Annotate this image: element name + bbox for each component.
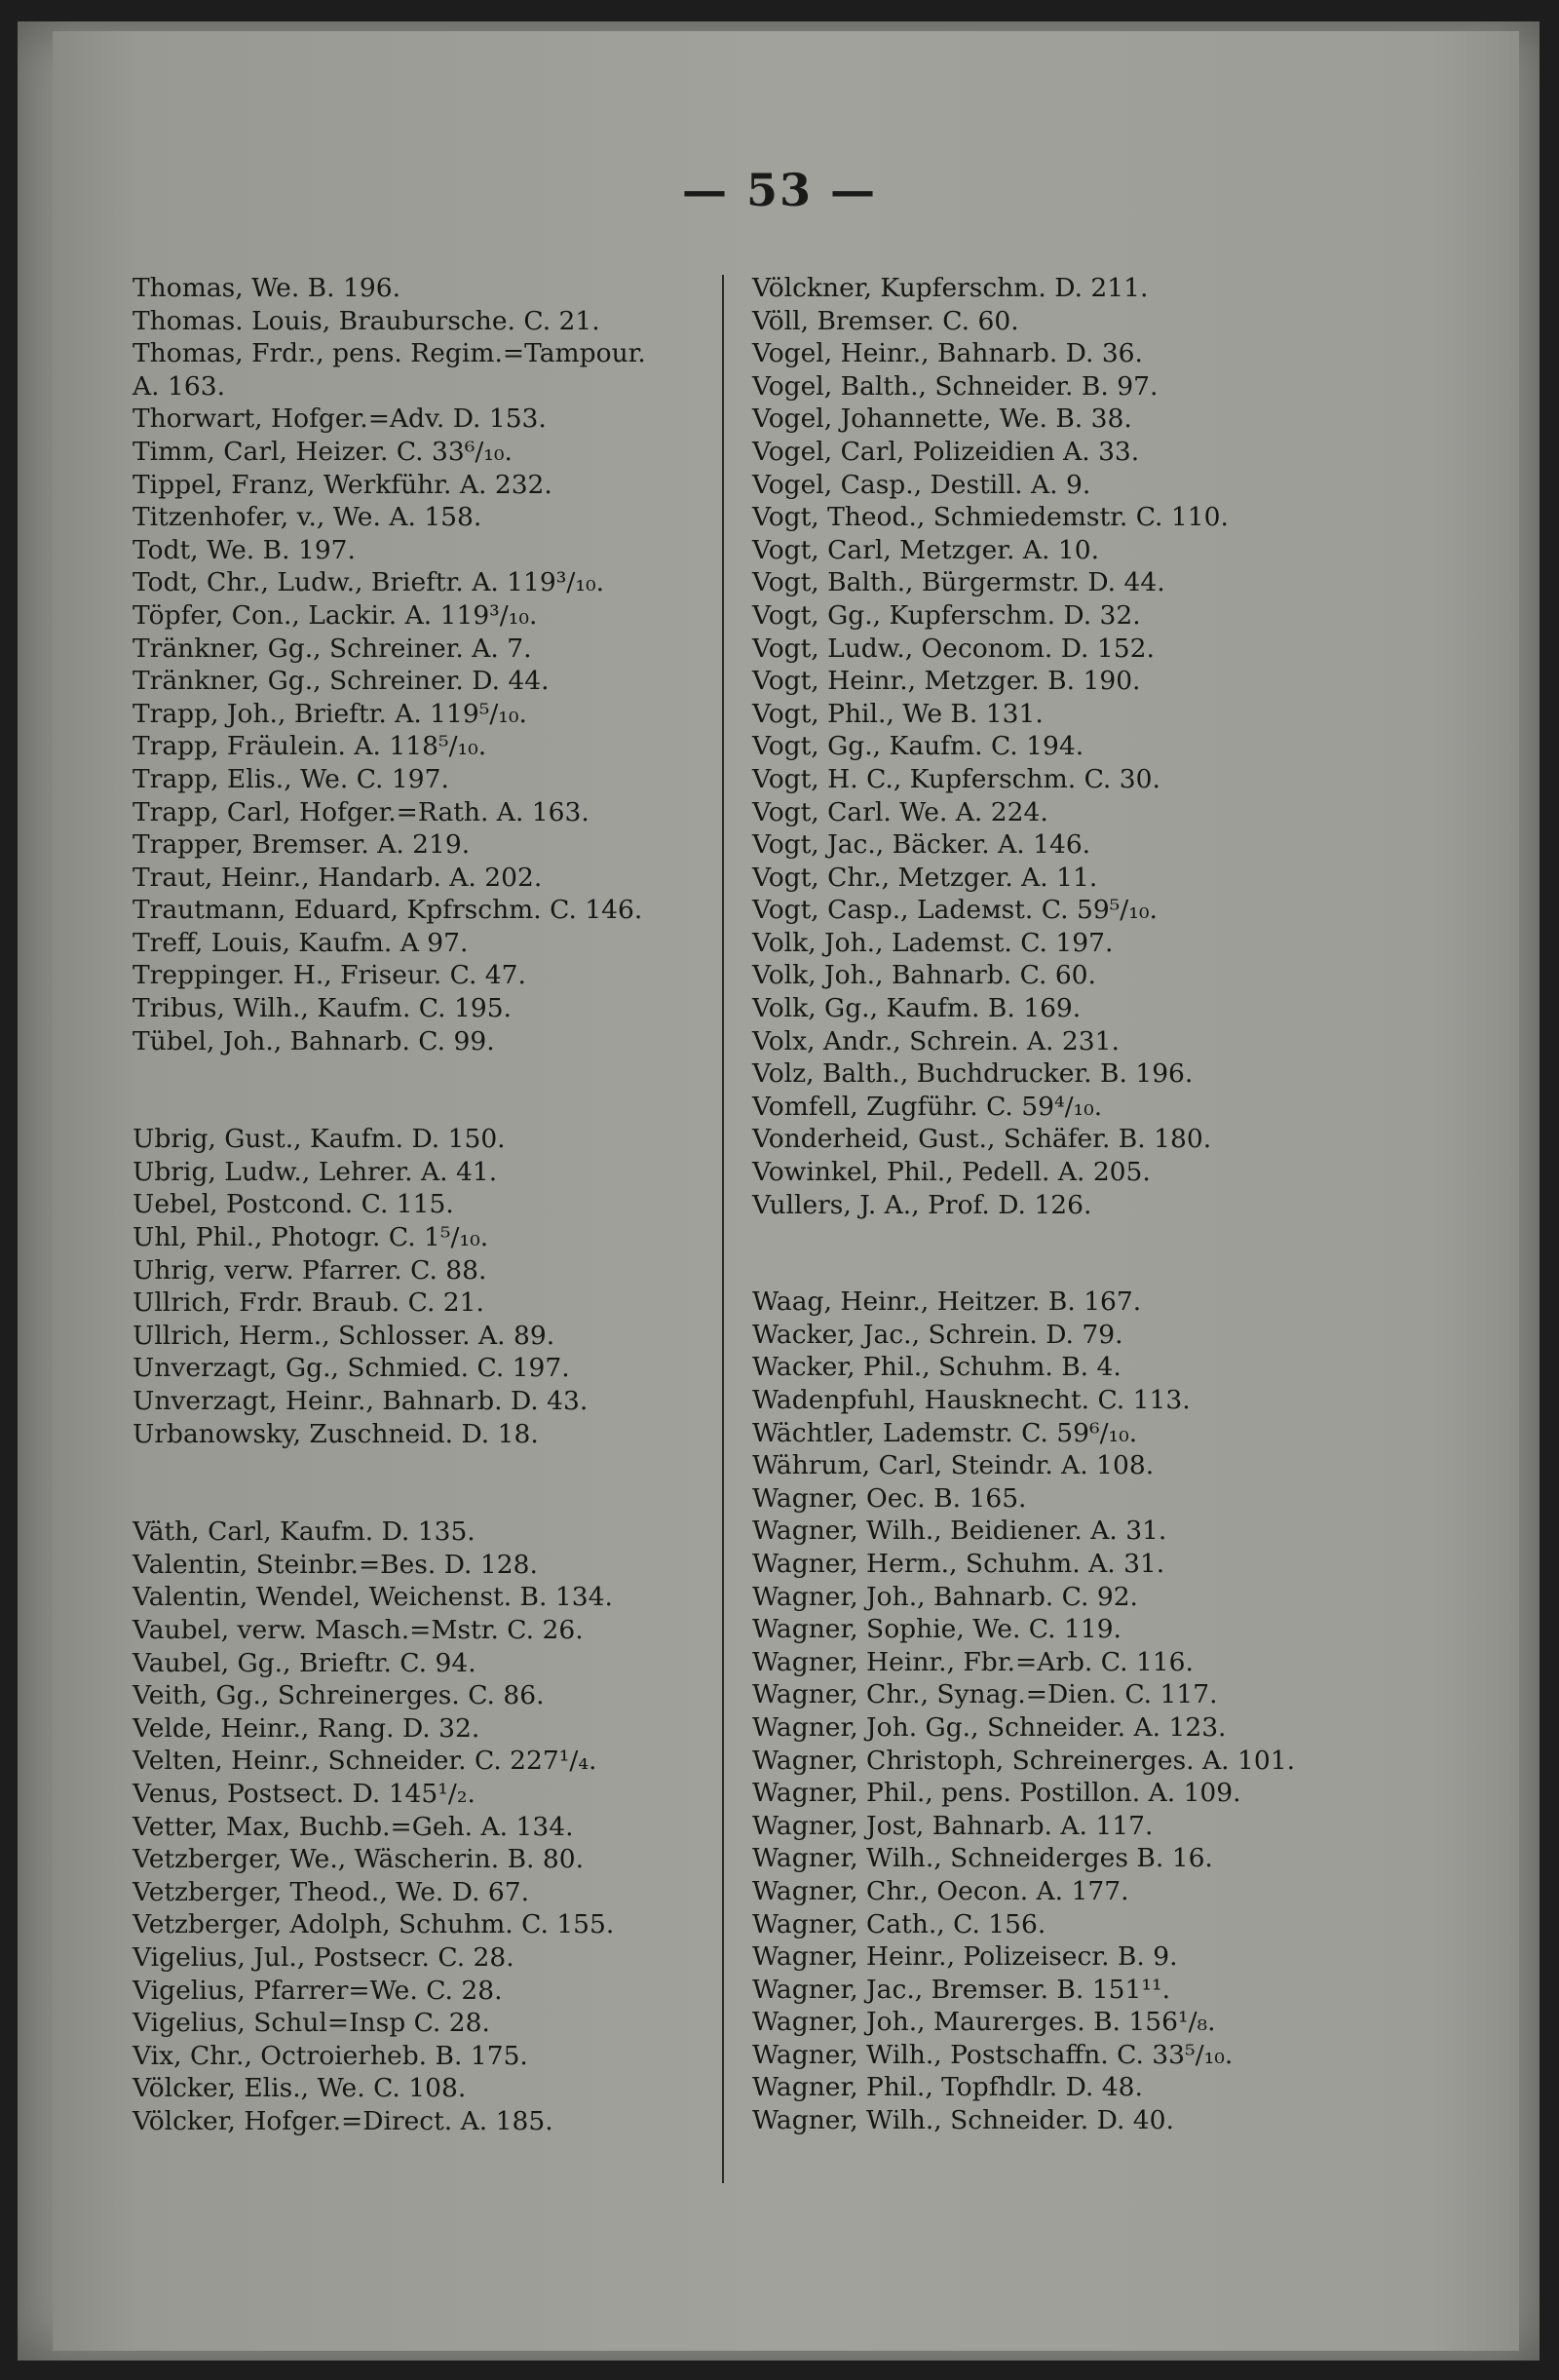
section-t [133,272,717,1057]
directory-entry: Vogt, Casp., Ladeмst. C. 59⁵/₁₀. [752,895,1158,926]
directory-entry: Völl, Bremser. C. 60. [752,305,1019,336]
directory-entry: Wagner, Christoph, Schreinerges. A. 101. [752,1745,1296,1776]
directory-entry: Timm, Carl, Heizer. C. 33⁶/₁₀. [133,436,513,467]
left-column [133,272,717,2137]
directory-entry: Vogel, Carl, Polizeidien A. 33. [752,436,1140,467]
directory-entry: Wagner, Heinr., Polizeisecr. B. 9. [752,1941,1178,1973]
directory-entry: Ubrig, Gust., Kaufm. D. 150. [133,1124,506,1155]
directory-entry: Velde, Heinr., Rang. D. 32. [133,1712,480,1744]
directory-entry: Trapper, Bremser. A. 219. [133,829,471,861]
directory-entry: Wacker, Phil., Schuhm. B. 4. [752,1352,1122,1383]
directory-entry: Trautmann, Eduard, Kpfrschm. C. 146. [133,895,643,926]
directory-entry: Uebel, Postcond. C. 115. [133,1189,454,1220]
directory-entry: Trapp, Joh., Brieftr. A. 119⁵/₁₀. [133,698,527,729]
directory-entry: Vogel, Johannette, We. B. 38. [752,403,1132,435]
directory-entry: Tränkner, Gg., Schreiner. A. 7. [133,633,532,664]
directory-entry: Währum, Carl, Steindr. A. 108. [752,1450,1155,1481]
directory-entry: Thomas, We. B. 196. [133,273,401,303]
directory-entry: Vogt, Carl. We. A. 224. [752,796,1048,827]
directory-entry: Thomas, Frdr., pens. Regim.=Tampour. [133,338,646,369]
directory-entry: Wagner, Joh., Bahnarb. C. 92. [752,1581,1138,1612]
directory-entry: Treppinger. H., Friseur. C. 47. [133,960,526,991]
directory-entry: Vix, Chr., Octroierheb. B. 175. [133,2040,528,2071]
directory-entry: Wagner, Joh. Gg., Schneider. A. 123. [752,1711,1227,1743]
directory-entry: Velten, Heinr., Schneider. C. 227¹/₄. [133,1746,597,1777]
directory-entry: Wächtler, Lademstr. C. 59⁶/₁₀. [752,1417,1138,1448]
directory-entry: Vogt, Heinr., Metzger. B. 190. [752,666,1141,697]
directory-entry: Volk, Gg., Kaufm. B. 169. [752,993,1082,1024]
directory-entry: Wagner, Oec. B. 165. [752,1482,1027,1514]
directory-entry: Trapp, Elis., We. C. 197. [133,763,449,794]
directory-entry: Vullers, J. A., Prof. D. 126. [752,1189,1092,1220]
directory-entry: Vogel, Heinr., Bahnarb. D. 36. [752,338,1143,369]
directory-entry: Urbanowsky, Zuschneid. D. 18. [133,1418,539,1449]
directory-entry: Vogt, Carl, Metzger. A. 10. [752,534,1099,565]
directory-entry: Thomas. Louis, Braubursche. C. 21. [133,305,600,336]
directory-entry: Venus, Postsect. D. 145¹/₂. [133,1778,475,1809]
directory-entry: Wagner, Joh., Maurerges. B. 156¹/₈. [752,2007,1216,2038]
directory-entry: Vigelius, Schul=Insp C. 28. [133,2008,490,2039]
directory-entry: Wagner, Jost, Bahnarb. A. 117. [752,1810,1154,1841]
section-u [133,1123,717,1450]
directory-entry: Trapp, Fräulein. A. 118⁵/₁₀. [133,731,487,762]
directory-entry: Völcker, Elis., We. C. 108. [133,2073,467,2104]
directory-entry: Wagner, Sophie, We. C. 119. [752,1614,1122,1645]
directory-entry: Vogt, Jac., Bäcker. A. 146. [752,829,1091,861]
section-gap [133,1450,717,1516]
directory-entry: Treff, Louis, Kaufm. A 97. [133,927,469,958]
directory-entry: Vogt, Gg., Kupferschm. D. 32. [752,599,1141,631]
section-gap [752,1221,1337,1286]
directory-entry: Vogel, Casp., Destill. A. 9. [752,469,1091,500]
directory-entry: Vowinkel, Phil., Pedell. A. 205. [752,1157,1151,1188]
directory-entry: Todt, Chr., Ludw., Brieftr. A. 119³/₁₀. [133,567,604,598]
directory-entry: Vogt, Theod., Schmiedemstr. C. 110. [752,502,1229,533]
directory-entry: Valentin, Steinbr.=Bes. D. 128. [133,1549,538,1580]
directory-entry: Vetzberger, Theod., We. D. 67. [133,1876,530,1907]
directory-entry: Ullrich, Herm., Schlosser. A. 89. [133,1320,555,1351]
directory-entry: Vomfell, Zugführ. C. 59⁴/₁₀. [752,1091,1103,1122]
directory-entry: Titzenhofer, v., We. A. 158. [133,502,482,533]
directory-entry: Traut, Heinr., Handarb. A. 202. [133,862,543,893]
directory-entry: A. 163. [133,370,225,402]
directory-entry: Volk, Joh., Bahnarb. C. 60. [752,960,1096,991]
directory-entry: Vogel, Balth., Schneider. B. 97. [752,370,1159,402]
directory-entry: Töpfer, Con., Lackir. A. 119³/₁₀. [133,599,538,631]
directory-entry: Vogt, H. C., Kupferschm. C. 30. [752,763,1160,794]
directory-entry: Unverzagt, Gg., Schmied. C. 197. [133,1353,570,1384]
directory-entry: Wagner, Chr., Synag.=Dien. C. 117. [752,1679,1218,1710]
directory-entry: Wagner, Wilh., Schneiderges B. 16. [752,1843,1213,1874]
directory-entry: Vigelius, Jul., Postsecr. C. 28. [133,1941,514,1973]
directory-entry: Wagner, Wilh., Beidiener. A. 31. [752,1516,1167,1547]
column-divider [722,275,724,2183]
directory-entry: Tränkner, Gg., Schreiner. D. 44. [133,666,550,697]
directory-entry: Wagner, Cath., C. 156. [752,1908,1046,1939]
directory-entry: Tippel, Franz, Werkführ. A. 232. [133,469,552,500]
section-w [752,1286,1337,2136]
directory-entry: Wadenpfuhl, Hausknecht. C. 113. [752,1385,1191,1415]
directory-entry: Vigelius, Pfarrer=We. C. 28. [133,1975,503,2006]
directory-entry: Vetzberger, Adolph, Schuhm. C. 155. [133,1909,615,1940]
directory-entry: Ubrig, Ludw., Lehrer. A. 41. [133,1156,498,1187]
section-v [133,1516,717,2137]
directory-entry: Wagner, Chr., Oecon. A. 177. [752,1875,1129,1906]
directory-entry: Valentin, Wendel, Weichenst. B. 134. [133,1582,613,1613]
directory-entry: Vetzberger, We., Wäscherin. B. 80. [133,1844,585,1875]
directory-entry: Ullrich, Frdr. Braub. C. 21. [133,1287,484,1319]
directory-entry: Vetter, Max, Buchb.=Geh. A. 134. [133,1811,574,1842]
directory-entry: Wacker, Jac., Schrein. D. 79. [752,1319,1123,1350]
directory-entry: Vogt, Balth., Bürgermstr. D. 44. [752,567,1165,598]
directory-entry: Völckner, Kupferschm. D. 211. [752,273,1149,303]
directory-entry: Vonderheid, Gust., Schäfer. B. 180. [752,1124,1212,1155]
directory-entry: Wagner, Phil., pens. Postillon. A. 109. [752,1778,1241,1809]
directory-entry: Vaubel, Gg., Brieftr. C. 94. [133,1647,476,1678]
directory-entry: Tübel, Joh., Bahnarb. C. 99. [133,1025,495,1056]
directory-entry: Wagner, Herm., Schuhm. A. 31. [752,1548,1165,1579]
directory-entry: Volk, Joh., Lademst. C. 197. [752,927,1114,958]
directory-entry: Vogt, Phil., We B. 131. [752,698,1044,729]
directory-entry: Unverzagt, Heinr., Bahnarb. D. 43. [133,1386,589,1416]
directory-entry: Thorwart, Hofger.=Adv. D. 153. [133,403,547,435]
page-number: — 53 — [681,164,878,216]
directory-entry: Uhrig, verw. Pfarrer. C. 88. [133,1254,487,1286]
section-v-cont [752,272,1337,1221]
directory-entry: Wagner, Heinr., Fbr.=Arb. C. 116. [752,1646,1194,1677]
directory-entry: Vogt, Chr., Metzger. A. 11. [752,862,1098,893]
directory-entry: Wagner, Jac., Bremser. B. 151¹¹. [752,1974,1170,2005]
directory-entry: Volx, Andr., Schrein. A. 231. [752,1025,1120,1056]
directory-entry: Uhl, Phil., Photogr. C. 1⁵/₁₀. [133,1222,489,1253]
directory-entry: Vaubel, verw. Masch.=Mstr. C. 26. [133,1614,584,1645]
directory-entry: Todt, We. B. 197. [133,534,356,565]
directory-entry: Wagner, Phil., Topfhdlr. D. 48. [752,2072,1143,2103]
directory-entry: Waag, Heinr., Heitzer. B. 167. [752,1286,1142,1318]
directory-entry: Väth, Carl, Kaufm. D. 135. [133,1516,475,1548]
directory-entry: Vogt, Gg., Kaufm. C. 194. [752,731,1084,762]
directory-entry: Tribus, Wilh., Kaufm. C. 195. [133,993,512,1024]
section-gap [133,1057,717,1123]
directory-entry: Völcker, Hofger.=Direct. A. 185. [133,2105,553,2136]
directory-entry: Veith, Gg., Schreinerges. C. 86. [133,1680,545,1711]
directory-entry: Volz, Balth., Buchdrucker. B. 196. [752,1058,1194,1090]
directory-entry: Wagner, Wilh., Schneider. D. 40. [752,2105,1174,2136]
directory-entry: Vogt, Ludw., Oeconom. D. 152. [752,633,1155,664]
directory-entry: Wagner, Wilh., Postschaffn. C. 33⁵/₁₀. [752,2039,1234,2070]
directory-entry: Trapp, Carl, Hofger.=Rath. A. 163. [133,796,589,827]
right-column [752,272,1337,2137]
